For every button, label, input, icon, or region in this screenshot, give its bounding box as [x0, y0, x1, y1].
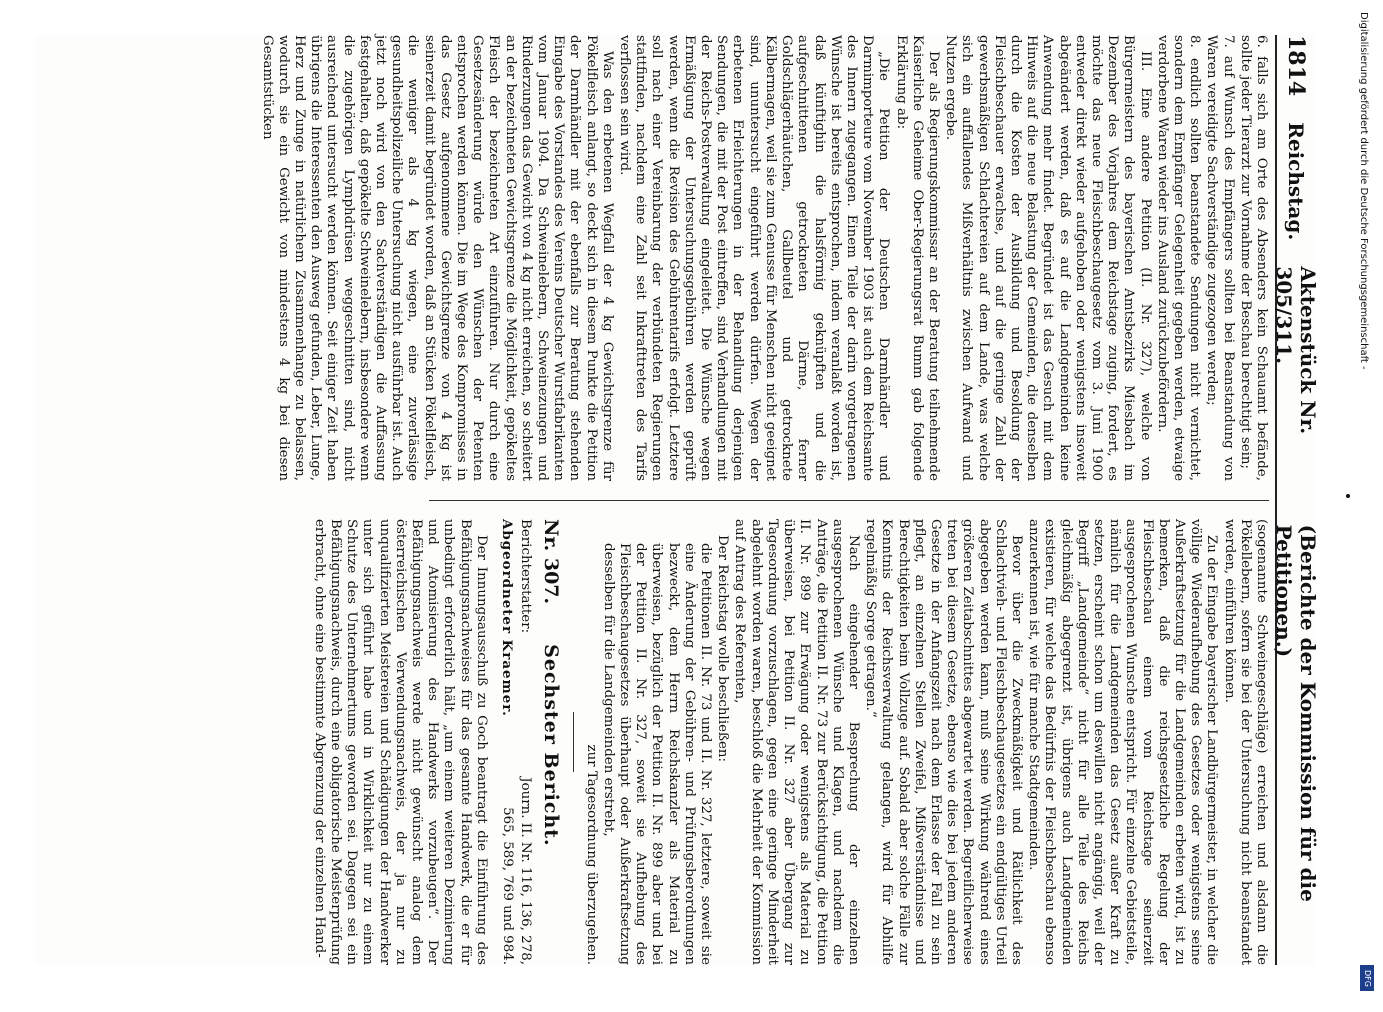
report-heading	[540, 519, 563, 965]
left-item-7: 7. auf Wunsch des Empfängers sollten bei Beanstandung von Waren vereidigte Sachverständige zugezogen werden;	[1204, 35, 1236, 481]
left-paragraph-petition-327: III. Eine andere Petition (II. Nr. 327), welche von Bürgermeistern des bayerischen Amtsbezirks Miesbach im Dezember des Vorjahres dem Reichstage zuging, fordert, es möchte das neue Fleischbeschaugesetz vom 3. Juni 1900 entweder direkt wieder aufgehoben oder wenigstens insoweit abgeändert werden, daß es auf die Landgemeinden keine Anwendung mehr findet. Begründet ist das Gesuch mit dem Hinweis auf die neue Belastung der Gemeinden, die denselben durch die Kosten der Ausbildung und Besoldung der Fleischbeschauer erwachse, und auf die geringe Zahl der gewerbsmäßigen Schlachtereien auf dem Lande, was welche sich ein auffallendes Mißverhältnis zwischen Aufwand und Nutzen ergebe.	[943, 35, 1153, 481]
digitization-notice: Digitalisierung gefördert durch die Deutsche Forschungsgemeinschaft -	[1358, 12, 1369, 370]
journal-numbers-2: 565, 589, 769 und 984.	[500, 807, 516, 965]
column-divider	[429, 500, 1269, 501]
header-section: (Berichte der Kommission für die Petitionen.)	[1272, 524, 1320, 902]
rotated-document-page	[35, 35, 1320, 965]
reporter-label: Berichterstatter:	[518, 519, 534, 634]
dfg-logo-icon: DFG	[1360, 965, 1374, 991]
report-meta-row-1	[517, 519, 533, 965]
right-paragraph-bavarian-petition: Zu der Eingabe bayerischer Landbürgermeister, in welcher die völlige Wiederaufhebung des Gesetzes oder wenigstens seine Außerkraftsetzung für die Landgemeinden erbeten wird, ist zu bemerken, daß die reichsgesetzliche Regelung der Fleischbeschau einem vom Reichstage seinerzeit ausgesprochenen Wunsche entspricht. Für einzelne Gebietsteile, nämlich für die Landgemeinden das Gesetz außer Kraft zu setzen, erscheint schon um deswillen nicht angängig, weil der Begriff „Landgemeinde“ nicht für alle Teile des Reichs gleichmäßig abgegrenzt ist, übrigens auch Landgemeinden existieren, für welche das Bedürfnis der Fleischbeschau ebenso anzuerkennen ist, wie für manche Stadtgemeinden.	[1026, 519, 1220, 965]
left-column	[257, 35, 1269, 481]
left-paragraph-commissioner: Der als Regierungskommissar an der Beratung teilnehmende Kaiserliche Geheime Ober-Regierungsrat Bumm gab folgende Erklärung ab:	[893, 35, 941, 481]
scan-dot	[1346, 494, 1350, 498]
report-title: Sechster Bericht.	[540, 644, 563, 847]
right-paragraph-goch: Der Innungsausschuß zu Goch beantragt die Einführung des Befähigungsnachweises für das gesamte Handwerk, die er für unbedingt erforderlich hält, „um einem weiteren Dezimierung und Atomisierung des Handwerks vorzubeugen“. Der Befähigungsnachweis werde nicht gewünscht analog dem österreichischen Verwendungsnachweis, der ja nur zu unqualifizierten Meistereien und Schädigungen der Handwerker unter sich geführt habe und in Wirklichkeit nur zu einem Schutze des Unternehmertums geworden sei. Dagegen sei ein Befähigungsnachweis, durch eine obligatorische Meisterprüfung erbracht, ohne eine bestimmte Abgrenzung der einzelnen Hand-	[311, 519, 489, 965]
header-title: Reichstag.	[1284, 122, 1308, 241]
right-paragraph-continuation: (sogenannte Schweinegeschläge) erreichen und alsdann die Pökellebern, sofern sie bei der Untersuchung nicht beanstandet werden, einführen können.	[1221, 519, 1269, 965]
right-paragraph-resolution-intro: Der Reichstag wolle beschließen:	[715, 535, 731, 763]
report-number: Nr. 307.	[540, 519, 563, 605]
left-item-8: 8. endlich sollten beanstandete Sendungen nicht vernichtet, sondern dem Empfänger Gelegenheit gegeben werden, etwaige verdorbene Waren wieder ins Ausland zurückzubefördern.	[1154, 35, 1203, 481]
reporter-name: Abgeordneter Kraemer.	[499, 519, 516, 717]
left-paragraph-statement: „Die Petition der Deutschen Darmhändler und Darmimporteure vom November 1903 ist auch dem Reichsamte des Innern zugegangen. Einem Teile der darin vorgetragenen Wünsche ist bereits entsprochen, indem veranlaßt worden ist, daß künftighin die halsförmig geknüpften und die aufgeschnittenen getrockneten Därme, ferner Goldschlägerhäutchen, Gallbeutel und getrocknete Kälbermagen, weil sie zum Genusse für Menschen nicht geeignet sind, ununtersucht eingeführt werden dürfen. Wegen der erbetenen Erleichterungen in der Behandlung derjenigen Sendungen, die mit der Post eintreffen, sind Verhandlungen mit der Reichs-Postverwaltung eingeleitet. Die Wünsche wegen Ermäßigung der Untersuchungsgebühren werden geprüft werden, wenn die Revision des Gebührentarifs erfolgt. Letztere soll nach einer Vereinbarung der verbündeten Regierungen stattfinden, nachdem eine Zahl seit Inkrafttreten des Tarifs verflossen sein wird.	[617, 35, 892, 481]
header-doc-ref: Aktenstück Nr. 305/311.	[1272, 266, 1320, 435]
section-separator	[573, 712, 574, 772]
report-meta-row-2	[499, 519, 515, 965]
right-paragraph-resolution: die Petitionen II. Nr. 73 und II. Nr. 327, letztere, soweit sie eine Änderung der Gebühren- und Prüfungsberordnungen bezweckt, dem Herrn Reichskanzler als Material zu überweisen, bezüglich der Petition II. Nr. 899 aber und bei der Petition II. Nr. 327, soweit sie Aufhebung des Fleischbeschaugesetzes überhaupt oder Außerkraftsetzung desselben für die Landgemeinden erstrebt,	[600, 543, 714, 965]
left-paragraph-weight-limit: Was den erbetenen Wegfall der 4 kg Gewichtsgrenze für Pökelfleisch anlangt, so deckt sich in diesem Punkte die Petition der Darmhändler mit der ebenfalls zur Beratung stehenden Eingabe des Vorstandes des Vereins Deutscher Wurstfabrikanten vom Januar 1904. Da Schweinelebern, Schweinezungen und Rinderzungen das Gewicht von 4 kg nicht erreichen, so scheitert an der bezeichneten Gewichtsgrenze die Möglichkeit, gepökeltes Fleisch der bezeichneten Art einzuführen. Nur durch eine Gesetzesänderung würde den Wünschen der Petenten entsprochen werden können. Die im Wege des Kompromisses in das Gesetz aufgenommene Gewichtsgrenze von 4 kg ist seinerzeit damit begründet worden, daß an Stücken Pökelfleisch, die weniger als 4 kg wiegen, eine zuverlässige gesundheitspolizeiliche Untersuchung nicht ausführbar ist. Auch jetzt noch wird von den Sachverständigen die Auffassung festgehalten, daß gepökelte Schweinelebern, insbesondere wenn die zugehörigen Lymphdrüsen weggeschnitten sind, nicht ausreichend untersucht werden können. Seit einiger Zeit haben übrigens die Interessenten den Ausweg gefunden, Leber, Lunge, Herz und Zunge in natürlichem Zusammenhange zu belassen, wodurch sie ein Gewicht von mindestens 4 kg bei diesen Gesamtstücken	[259, 35, 615, 481]
right-paragraph-assessment: Bevor über die Zweckmäßigkeit und Rätlichkeit des Schlachtvieh- und Fleischbeschaugesetzes ein endgültiges Urteil abgegeben werden kann, muß seine Wirkung während eines größeren Zeitabschnittes abgewartet werden. Begreiflicherweise treten bei diesem Gesetze, ebenso wie dies bei jedem anderen Gesetze in der Anfangszeit nach dem Erlasse der Fall zu sein pflegt, an einzelnen Stellen Zweifel, Mißverständnisse und Berechtigkeiten beim Vollzuge auf. Sobald aber solche Fälle zur Kenntnis der Reichsverwaltung gelangen, wird für Abhilfe regelmäßig Sorge getragen.“	[863, 519, 1024, 965]
page-number: 1814	[1283, 35, 1309, 97]
page-header	[1272, 35, 1320, 965]
left-item-6: 6. falls sich am Orte des Absenders kein Schauamt befände, sollte jeder Tierarzt zur Vornahme der Beschau berechtigt sein;	[1237, 35, 1269, 481]
right-column	[310, 519, 1269, 965]
journal-numbers-1: Journ. II. Nr. 116, 136, 278,	[518, 777, 534, 965]
right-paragraph-agenda: zur Tagesordnung überzugehen.	[583, 744, 599, 965]
right-paragraph-deliberation: Nach eingehender Besprechung der einzelnen ausgesprochenen Wünsche und Klagen, und nachdem die Anträge, die Petition II. Nr. 73 zur Berücksichtigung, die Petition II. Nr. 899 zur Erwägung oder wenigstens als Material zu überweisen, bei Petition II. Nr. 327 aber Übergang zur Tagesordnung vorzuschlagen, gegen eine geringe Minderheit abgelehnt worden waren, beschloß die Mehrheit der Kommission auf Antrag des Referenten,	[732, 519, 861, 965]
